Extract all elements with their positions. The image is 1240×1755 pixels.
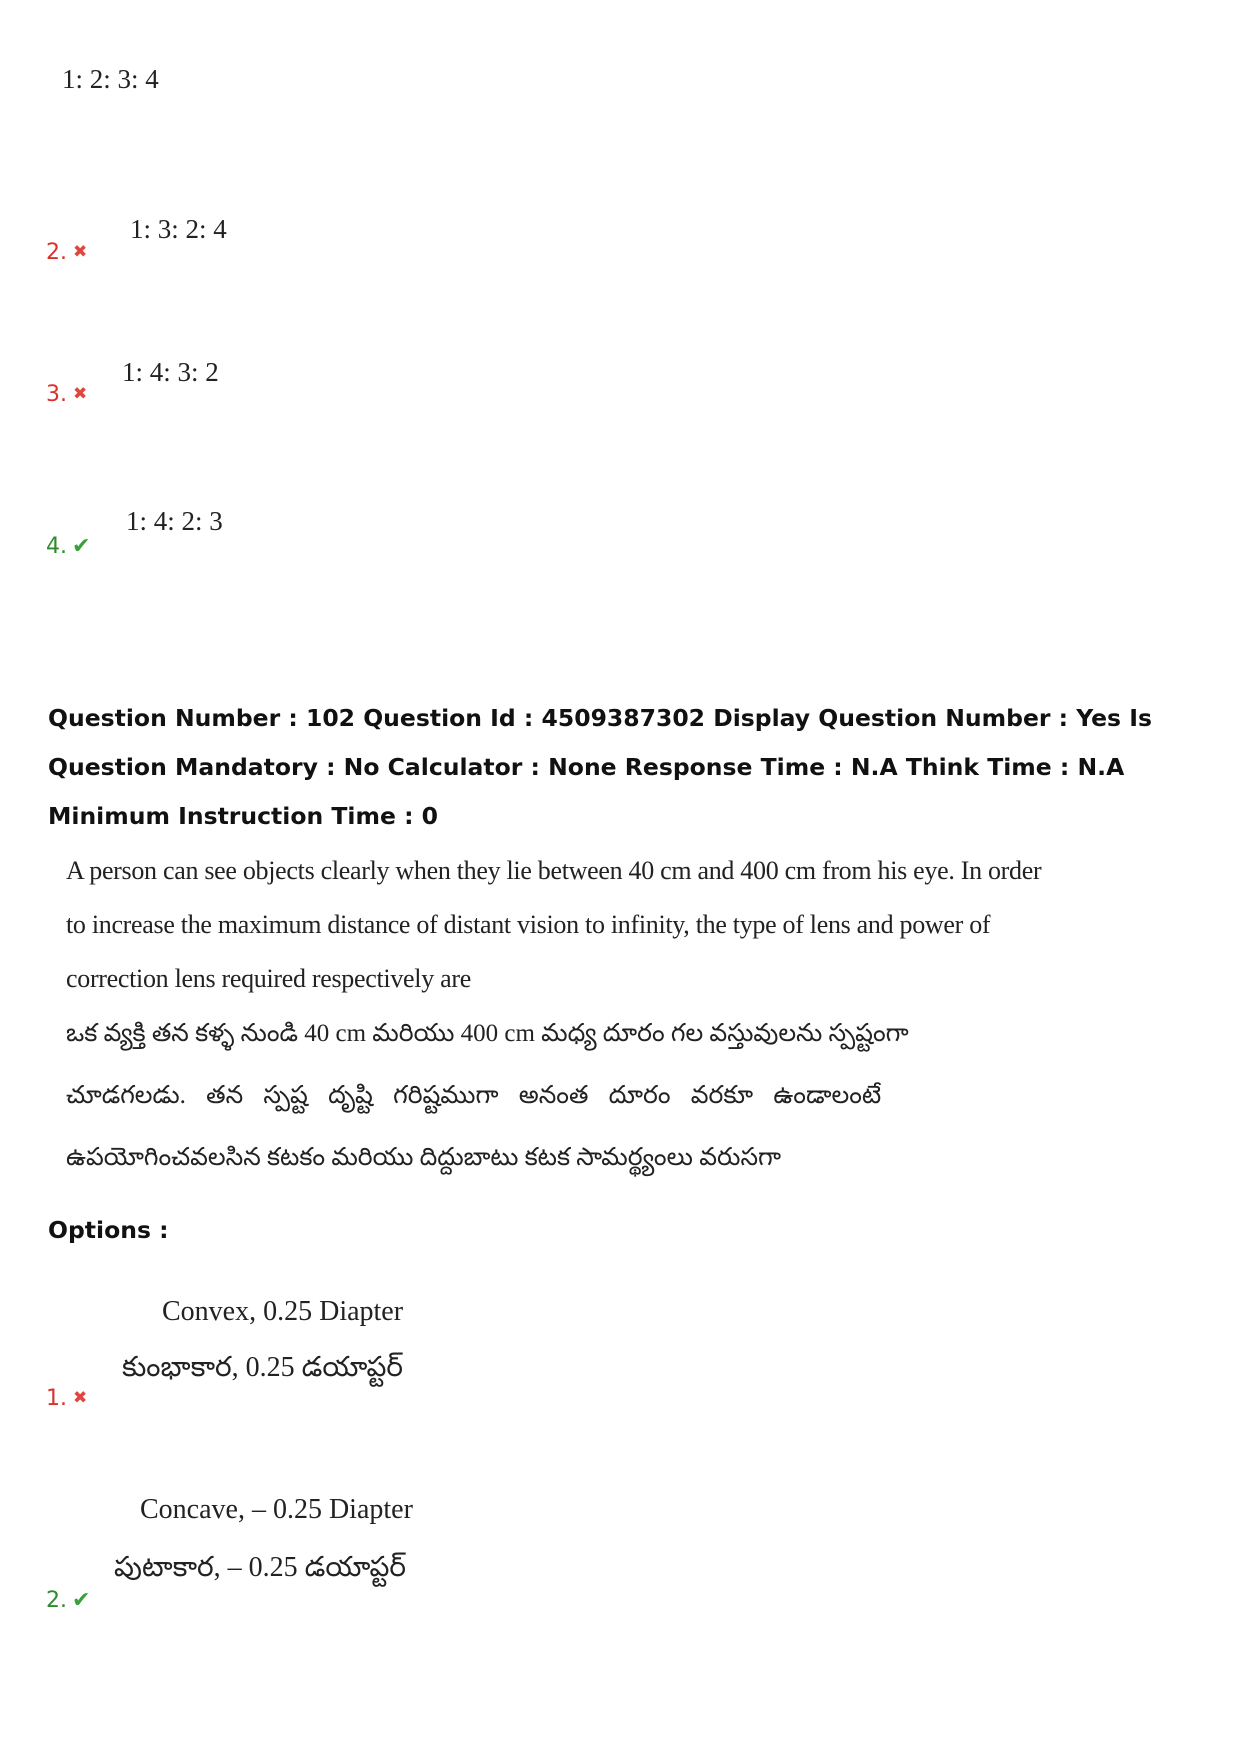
prev-option-2-number <box>46 240 87 265</box>
prev-option-2-text: 1: 3: 2: 4 <box>130 214 227 244</box>
option-1-english: Convex, 0.25 Diapter <box>162 1296 404 1327</box>
question-text-te-line-1: ఒక వ్యక్తి తన కళ్ళ నుండి 40 cm మరియు 400 cm మధ్య దూరం గల వస్తువులను స్పష్టంగా <box>66 1020 909 1047</box>
question-text-te-line-3: ఉపయోగించవలసిన కటకం మరియు దిద్దుబాటు కటక సామర్థ్యంలు వరుసగా <box>66 1144 782 1171</box>
cross-icon: ✖ <box>73 242 88 262</box>
options-label: Options : <box>48 1216 169 1244</box>
question-meta: Question Number : 102 Question Id : 4509387302 Display Question Number : Yes Is Question Mandatory : No Calculator : None Response Time : N.A Think Time : N.A Minimum Instruction Time : 0 <box>48 704 1152 830</box>
question-text-en-line-3: correction lens required respectively are <box>66 964 471 993</box>
option-2-label: 2. <box>46 1588 67 1613</box>
option-2-english: Concave, – 0.25 Diapter <box>140 1494 413 1525</box>
prev-option-1-text: 1: 2: 3: 4 <box>62 64 159 94</box>
prev-option-4-number <box>46 534 90 559</box>
prev-option-3-label: 3. <box>46 382 67 407</box>
option-2-number <box>46 1588 90 1613</box>
option-1-telugu: కుంభాకార, 0.25 డయాప్టర్ <box>122 1352 403 1383</box>
option-1-label: 1. <box>46 1386 67 1411</box>
question-text-en-line-1: A person can see objects clearly when they lie between 40 cm and 400 cm from his eye. In order <box>66 856 1042 885</box>
question-text-te-line-2: చూడగలడు. తన స్పష్ట దృష్టి గరిష్టముగా అనంత దూరం వరకూ ఉండాలంటే <box>66 1082 882 1109</box>
prev-option-4-text: 1: 4: 2: 3 <box>126 506 223 536</box>
cross-icon: ✖ <box>73 1388 88 1408</box>
option-2-telugu: పుటాకార, – 0.25 డయాప్టర్ <box>114 1552 406 1583</box>
prev-option-4-label: 4. <box>46 534 67 559</box>
prev-option-3-number <box>46 382 87 407</box>
cross-icon: ✖ <box>73 384 88 404</box>
prev-option-2-label: 2. <box>46 240 67 265</box>
check-icon: ✔ <box>72 1588 91 1613</box>
check-icon: ✔ <box>72 534 91 559</box>
question-text-en-line-2: to increase the maximum distance of distant vision to infinity, the type of lens and power of <box>66 910 991 939</box>
prev-option-3-text: 1: 4: 3: 2 <box>122 357 219 387</box>
option-1-number <box>46 1386 87 1411</box>
